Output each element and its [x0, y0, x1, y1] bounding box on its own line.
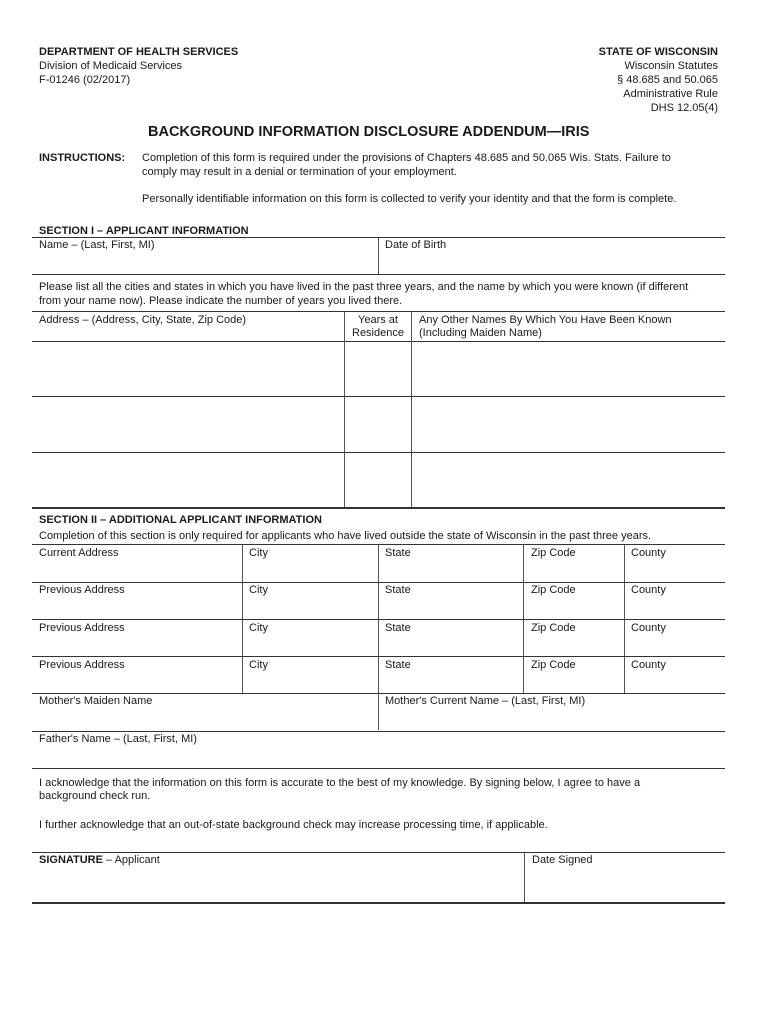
form-number: F-01246 (02/2017): [39, 74, 131, 86]
instructions-line-1: Completion of this form is required under the provisions of Chapters 48.685 and 50.065 Wis. Stats. Failure to: [142, 152, 671, 164]
father-name-field[interactable]: [32, 732, 725, 768]
county-label: County: [631, 584, 666, 596]
city-label: City: [249, 622, 268, 634]
zip-field-4[interactable]: [524, 657, 624, 693]
years-column-header-2: Residence: [352, 327, 404, 339]
previous-address-field-1[interactable]: [32, 583, 242, 620]
acknowledgement-line-3: I further acknowledge that an out-of-state background check may increase processing time, if applicable.: [39, 819, 548, 831]
residence-note-line-1: Please list all the cities and states in which you have lived in the past three years, and the name by which you were known (if different: [39, 281, 689, 293]
previous-address-label: Previous Address: [39, 659, 125, 671]
state-label: State: [385, 659, 411, 671]
state-name: STATE OF WISCONSIN: [598, 46, 718, 58]
instructions-label: INSTRUCTIONS:: [39, 152, 126, 164]
county-label: County: [631, 659, 666, 671]
city-field-1[interactable]: [243, 545, 378, 582]
county-field-1[interactable]: [625, 545, 725, 582]
mother-current-name-label: Mother's Current Name – (Last, First, MI): [385, 695, 586, 707]
divider: [32, 274, 725, 275]
state-field-2[interactable]: [379, 583, 523, 620]
city-field-3[interactable]: [243, 620, 378, 657]
statutes-label: Wisconsin Statutes: [624, 60, 718, 72]
section-2-note: Completion of this section is only required for applicants who have lived outside the state of Wisconsin in the past three years.: [39, 530, 652, 542]
applicant-signature-field[interactable]: [32, 853, 524, 902]
divider: [32, 311, 725, 312]
residence-address-field-3[interactable]: [32, 453, 344, 507]
dhs-rule: DHS 12.05(4): [650, 102, 718, 114]
state-field-4[interactable]: [379, 657, 523, 693]
residence-years-field-3[interactable]: [345, 453, 411, 507]
residence-address-field-2[interactable]: [32, 397, 344, 452]
acknowledgement-line-2: background check run.: [39, 790, 151, 802]
signature-label-bold: SIGNATURE: [39, 854, 103, 866]
city-field-4[interactable]: [243, 657, 378, 693]
years-column-header-1: Years at: [358, 314, 398, 326]
divider: [32, 768, 725, 769]
current-address-label: Current Address: [39, 547, 119, 559]
city-label: City: [249, 659, 268, 671]
state-label: State: [385, 622, 411, 634]
other-names-column-header-1: Any Other Names By Which You Have Been Known: [419, 314, 672, 326]
residence-years-field-1[interactable]: [345, 342, 411, 396]
city-field-2[interactable]: [243, 583, 378, 620]
zip-label: Zip Code: [531, 622, 576, 634]
current-address-field[interactable]: [32, 545, 242, 582]
division-name: Division of Medicaid Services: [39, 60, 183, 72]
zip-field-2[interactable]: [524, 583, 624, 620]
previous-address-field-3[interactable]: [32, 657, 242, 693]
other-names-column-header-2: (Including Maiden Name): [419, 327, 542, 339]
instructions-line-2: comply may result in a denial or termination of your employment.: [142, 166, 457, 178]
state-label: State: [385, 584, 411, 596]
residence-address-field-1[interactable]: [32, 342, 344, 396]
section-2-heading: SECTION II – ADDITIONAL APPLICANT INFORMATION: [39, 514, 322, 526]
acknowledgement-line-1: I acknowledge that the information on this form is accurate to the best of my knowledge. By signing below, I agree to have a: [39, 777, 641, 789]
county-field-2[interactable]: [625, 583, 725, 620]
residence-names-field-1[interactable]: [412, 342, 725, 396]
signature-label: [39, 854, 160, 868]
applicant-name-label: Name – (Last, First, MI): [39, 239, 155, 251]
zip-field-3[interactable]: [524, 620, 624, 657]
zip-label: Zip Code: [531, 547, 576, 559]
residence-years-field-2[interactable]: [345, 397, 411, 452]
residence-names-field-3[interactable]: [412, 453, 725, 507]
address-column-header: Address – (Address, City, State, Zip Code): [39, 314, 247, 326]
date-of-birth-label: Date of Birth: [385, 239, 447, 251]
father-name-label: Father's Name – (Last, First, MI): [39, 733, 197, 745]
residence-names-field-2[interactable]: [412, 397, 725, 452]
form-title: BACKGROUND INFORMATION DISCLOSURE ADDENDUM—IRIS: [148, 124, 590, 140]
mother-maiden-name-field[interactable]: [32, 694, 378, 731]
zip-label: Zip Code: [531, 584, 576, 596]
statute-sections: § 48.685 and 50.065: [617, 74, 718, 86]
county-field-3[interactable]: [625, 620, 725, 657]
applicant-name-field[interactable]: [32, 238, 378, 274]
county-field-4[interactable]: [625, 657, 725, 693]
admin-rule-label: Administrative Rule: [623, 88, 718, 100]
date-of-birth-field[interactable]: [379, 238, 725, 274]
county-label: County: [631, 547, 666, 559]
city-label: City: [249, 584, 268, 596]
date-signed-label: Date Signed: [532, 854, 593, 866]
mother-maiden-name-label: Mother's Maiden Name: [39, 695, 153, 707]
city-label: City: [249, 547, 268, 559]
previous-address-field-2[interactable]: [32, 620, 242, 657]
instructions-line-3: Personally identifiable information on this form is collected to verify your identity and that the form is complete.: [142, 193, 677, 205]
state-label: State: [385, 547, 411, 559]
date-signed-field[interactable]: [525, 853, 725, 902]
previous-address-label: Previous Address: [39, 622, 125, 634]
state-field-1[interactable]: [379, 545, 523, 582]
department-name: DEPARTMENT OF HEALTH SERVICES: [39, 46, 239, 58]
zip-field-1[interactable]: [524, 545, 624, 582]
state-field-3[interactable]: [379, 620, 523, 657]
mother-current-name-field[interactable]: [379, 694, 725, 731]
divider: [32, 507, 725, 509]
county-label: County: [631, 622, 666, 634]
zip-label: Zip Code: [531, 659, 576, 671]
signature-label-rest: – Applicant: [102, 854, 160, 866]
section-1-heading: SECTION I – APPLICANT INFORMATION: [39, 225, 249, 237]
divider: [32, 902, 725, 904]
previous-address-label: Previous Address: [39, 584, 125, 596]
residence-note-line-2: from your name now). Please indicate the number of years you lived there.: [39, 295, 403, 307]
